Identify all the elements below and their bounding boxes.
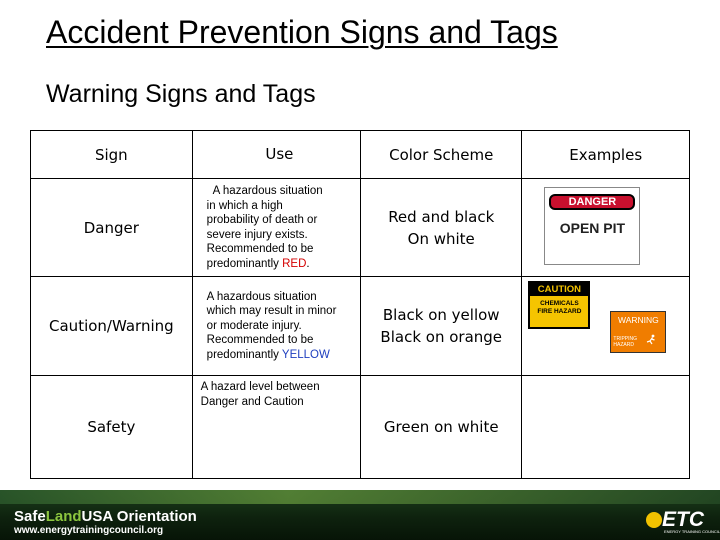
use-line: predominantly xyxy=(206,257,283,270)
table-header-row xyxy=(31,131,690,179)
footer-decorative-band xyxy=(0,490,720,504)
color-line: Black on orange xyxy=(380,328,503,346)
caution-sign-body xyxy=(530,300,588,316)
color-line: Green on white xyxy=(383,418,499,436)
use-line: Danger and Caution xyxy=(200,395,304,408)
table-row xyxy=(31,376,690,479)
use-line: Recommended to be xyxy=(206,243,314,255)
footer-bar xyxy=(0,490,720,540)
header-examples: Examples xyxy=(522,131,690,179)
footer-url: www.energytrainingcouncil.org xyxy=(14,525,164,536)
brand-part: USA Orientation xyxy=(81,508,197,525)
warning-sign-body xyxy=(613,336,637,348)
caution-sign-example xyxy=(528,281,590,329)
color-scheme xyxy=(361,179,522,277)
logo-subtext: ENERGY TRAINING COUNCIL xyxy=(664,529,720,534)
header-color-scheme: Color Scheme xyxy=(361,131,522,179)
use-line-last: predominantly RED. xyxy=(206,257,310,270)
examples-cell xyxy=(522,179,690,277)
use-line: A hazardous situation xyxy=(206,290,317,303)
color-scheme xyxy=(361,376,522,479)
examples-cell xyxy=(522,277,690,376)
use-line: probability of death or xyxy=(206,214,318,226)
color-line: On white xyxy=(407,229,475,248)
use-description xyxy=(192,376,360,479)
use-line: A hazard level between xyxy=(200,381,320,393)
brand-part: Safe xyxy=(14,508,46,525)
caution-sign-line: FIRE HAZARD xyxy=(537,308,582,315)
etc-logo xyxy=(646,508,720,534)
slide-subtitle: Warning Signs and Tags xyxy=(46,80,316,108)
header-sign: Sign xyxy=(31,131,193,179)
use-line: Recommended to be xyxy=(206,334,314,347)
highlight-color-word: RED xyxy=(282,257,307,270)
logo-text: ETC xyxy=(662,508,704,531)
warning-sign-line: TRIPPING xyxy=(613,336,638,342)
slide-title: Accident Prevention Signs and Tags xyxy=(46,14,558,50)
color-line: Black on yellow xyxy=(382,306,500,324)
danger-sign-example xyxy=(544,187,640,265)
sign-name: Safety xyxy=(31,376,193,479)
use-description xyxy=(192,277,360,376)
use-description xyxy=(192,179,360,277)
color-line: Red and black xyxy=(388,207,495,226)
use-line: in which a high xyxy=(206,199,283,212)
use-line: which may result in minor xyxy=(206,305,337,318)
warning-sign-line: HAZARD xyxy=(613,342,634,348)
use-line-last xyxy=(199,348,360,363)
hard-hat-icon xyxy=(646,512,662,528)
danger-sign-body: OPEN PIT xyxy=(559,220,626,236)
use-line: predominantly xyxy=(206,348,282,361)
tripping-person-icon xyxy=(645,334,657,346)
sign-name: Danger xyxy=(31,179,193,277)
warning-sign-example xyxy=(610,311,666,353)
use-line: or moderate injury. xyxy=(206,319,302,332)
signs-table xyxy=(30,130,690,479)
footer-brand xyxy=(14,508,197,525)
examples-cell xyxy=(522,376,690,479)
use-line: severe injury exists. xyxy=(206,228,308,241)
caution-sign-line: CHEMICALS xyxy=(540,300,579,307)
use-line: A hazardous situation xyxy=(212,185,323,197)
danger-sign-header: DANGER xyxy=(549,194,635,210)
table-row xyxy=(31,179,690,277)
brand-part-accent: Land xyxy=(45,508,82,525)
caution-sign-header: CAUTION xyxy=(530,283,588,296)
warning-sign-header: WARNING xyxy=(618,315,659,325)
sign-name: Caution/Warning xyxy=(31,277,193,376)
header-use: Use xyxy=(192,131,360,179)
table-row xyxy=(31,277,690,376)
color-scheme xyxy=(361,277,522,376)
highlight-color-word: YELLOW xyxy=(281,348,330,361)
